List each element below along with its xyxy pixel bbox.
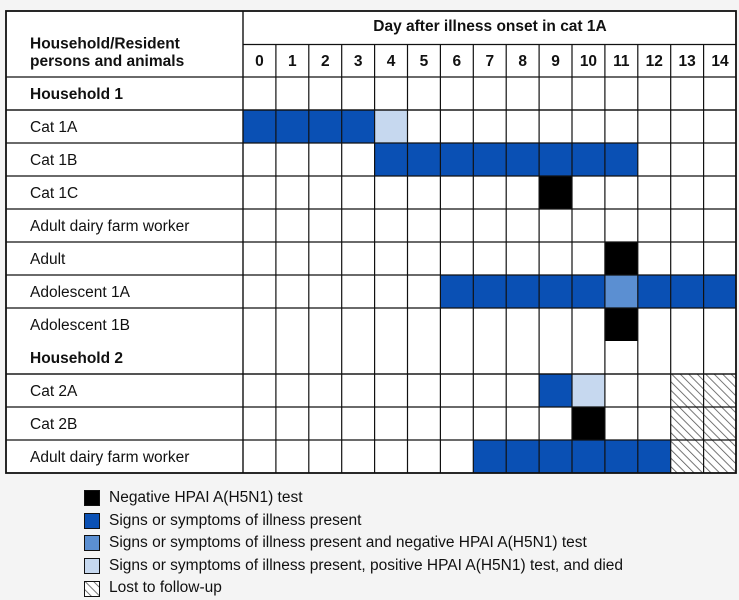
day-label: 2 <box>320 53 330 70</box>
cell-symptoms <box>440 275 473 308</box>
legend-label: Signs or symptoms of illness present and negative HPAI A(H5N1) test <box>109 534 587 552</box>
legend-label: Signs or symptoms of illness present, positive HPAI A(H5N1) test, and died <box>109 556 624 574</box>
cell-symptoms <box>539 275 572 308</box>
cell-symptoms <box>605 143 638 176</box>
cell-symptoms <box>572 440 605 473</box>
day-label: 10 <box>579 53 598 70</box>
household-label: Household 2 <box>30 350 124 367</box>
cell-symptoms <box>506 440 539 473</box>
legend-item-died <box>84 555 623 578</box>
row-label: Cat 2B <box>30 416 78 433</box>
cell-symptoms <box>309 110 342 143</box>
symptoms-negative-swatch <box>84 535 100 551</box>
cell-symptoms <box>671 275 704 308</box>
cell-negative <box>605 308 638 341</box>
legend-item-negative <box>84 487 623 510</box>
legend <box>84 487 623 600</box>
cell-symptoms <box>506 275 539 308</box>
cell-symptoms <box>605 440 638 473</box>
day-label: 14 <box>711 53 729 70</box>
cell-lost <box>704 407 737 440</box>
legend-item-symptoms-negative <box>84 532 623 555</box>
row-label: Cat 1B <box>30 152 78 169</box>
row-header-line-1: Household/Resident <box>30 35 180 53</box>
cell-symptoms-negative <box>605 275 638 308</box>
negative-swatch <box>84 490 100 506</box>
cell-symptoms <box>704 275 737 308</box>
cell-negative <box>572 407 605 440</box>
column-header: Day after illness onset in cat 1A <box>373 18 607 35</box>
cell-symptoms <box>539 440 572 473</box>
row-label: Cat 1C <box>30 185 79 202</box>
lost-swatch <box>84 581 100 597</box>
day-label: 6 <box>452 53 462 70</box>
cell-negative <box>605 242 638 275</box>
cell-lost <box>704 440 737 473</box>
day-label: 1 <box>288 53 297 70</box>
cell-symptoms <box>473 275 506 308</box>
cell-symptoms <box>506 143 539 176</box>
cell-symptoms <box>473 143 506 176</box>
cell-symptoms <box>572 143 605 176</box>
row-label: Adult dairy farm worker <box>30 218 190 235</box>
row-header-line-2: persons and animals <box>30 53 185 70</box>
row-label: Cat 1A <box>30 119 78 136</box>
row-label: Adolescent 1B <box>30 317 130 334</box>
cell-symptoms <box>638 440 671 473</box>
cell-died <box>375 110 408 143</box>
cell-symptoms <box>473 440 506 473</box>
cell-lost <box>671 374 704 407</box>
day-label: 12 <box>645 53 663 70</box>
cell-symptoms <box>375 143 408 176</box>
row-label: Cat 2A <box>30 383 78 400</box>
day-label: 3 <box>353 53 363 70</box>
cell-symptoms <box>342 110 375 143</box>
cell-symptoms <box>408 143 441 176</box>
legend-label: Signs or symptoms of illness present <box>109 511 362 529</box>
household-label: Household 1 <box>30 86 124 103</box>
cell-symptoms <box>440 143 473 176</box>
symptoms-swatch <box>84 513 100 529</box>
day-label: 13 <box>678 53 696 70</box>
day-label: 7 <box>485 53 495 70</box>
day-label: 8 <box>518 53 527 70</box>
row-label: Adult dairy farm worker <box>30 449 190 466</box>
legend-item-symptoms <box>84 510 623 533</box>
day-label: 4 <box>386 53 396 70</box>
cell-symptoms <box>638 275 671 308</box>
day-label: 9 <box>551 53 560 70</box>
legend-item-lost <box>84 577 623 600</box>
cell-symptoms <box>539 374 572 407</box>
cell-lost <box>704 374 737 407</box>
row-label: Adult <box>30 251 66 268</box>
cell-symptoms <box>572 275 605 308</box>
day-label: 5 <box>419 53 429 70</box>
cell-lost <box>671 440 704 473</box>
day-label: 0 <box>255 53 264 70</box>
cell-lost <box>671 407 704 440</box>
legend-label: Negative HPAI A(H5N1) test <box>109 489 303 506</box>
cell-died <box>572 374 605 407</box>
row-label: Adolescent 1A <box>30 284 130 301</box>
cell-symptoms <box>243 110 276 143</box>
legend-label: Lost to follow-up <box>109 579 222 597</box>
cell-symptoms <box>276 110 309 143</box>
cell-symptoms <box>539 143 572 176</box>
cell-negative <box>539 176 572 209</box>
died-swatch <box>84 558 100 574</box>
day-label: 11 <box>613 53 630 70</box>
